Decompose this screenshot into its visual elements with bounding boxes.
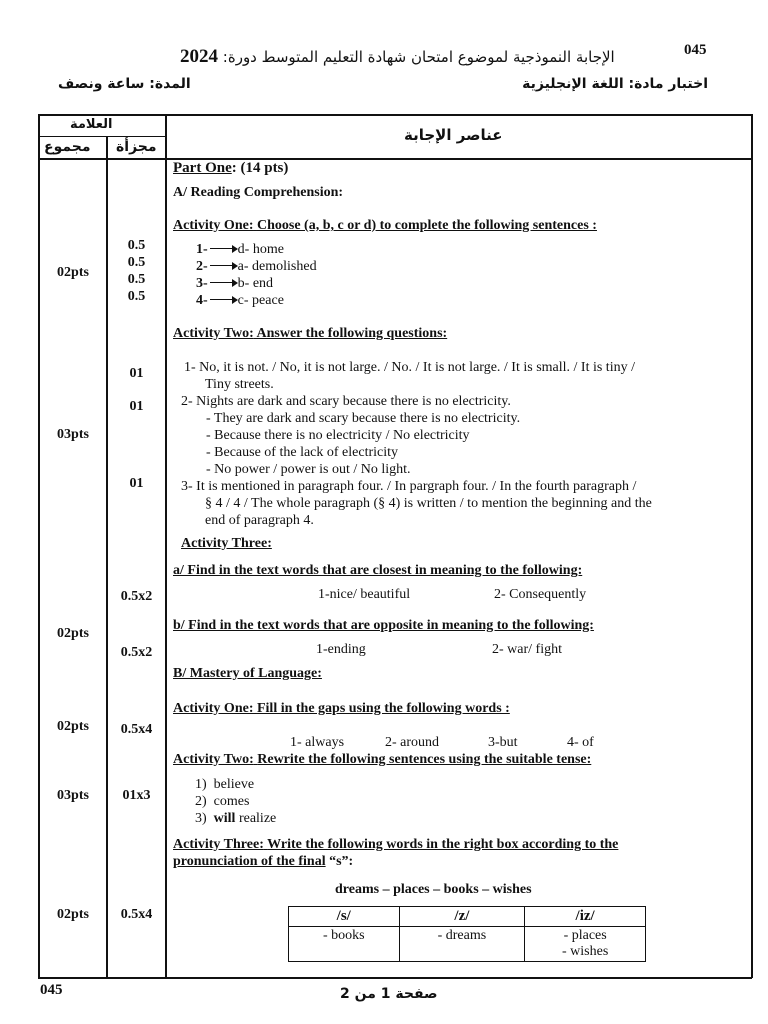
activity-instruction: Answer the following questions: xyxy=(256,326,448,341)
exam-code-top: 045 xyxy=(684,42,707,58)
gap-word: 4- of xyxy=(567,735,594,750)
table-header-s: /s/ xyxy=(289,907,400,927)
partial-mark: 01 xyxy=(129,399,144,414)
partial-mark: 0.5 xyxy=(127,238,146,253)
activity-instruction: Fill in the gaps using the following words : xyxy=(256,701,510,716)
activity-label: Activity One: xyxy=(173,701,254,716)
partial-mark: 0.5x4 xyxy=(120,722,153,737)
exam-title xyxy=(180,46,615,68)
table-header-iz: /iz/ xyxy=(525,907,646,927)
answer-line: - Because of the lack of electricity xyxy=(206,445,399,460)
table-cell-line: - wishes xyxy=(562,944,609,959)
answer-line: 1) believe xyxy=(195,777,255,792)
pronunciation-table xyxy=(288,906,646,962)
mark-subheader-line xyxy=(38,136,166,137)
activity-three-b-answer-1: 1-ending xyxy=(316,642,366,657)
activity-label: Activity Three: xyxy=(173,837,264,852)
b-activity-three-heading-cont xyxy=(173,854,353,870)
gap-word: 1- always xyxy=(290,735,345,750)
activity-one-answers xyxy=(196,241,317,309)
table-header-z: /z/ xyxy=(399,907,525,927)
table-left-border xyxy=(38,114,40,978)
activity-one-heading xyxy=(173,218,597,234)
table-top-border xyxy=(38,114,752,116)
table-cell-line: - places xyxy=(563,928,607,943)
activity-instruction-cont: pronunciation of the final xyxy=(173,854,326,869)
partial-header: مجزأة xyxy=(116,139,157,155)
page-number: صفحة 1 من 2 xyxy=(340,986,438,1002)
total-mark: 02pts xyxy=(57,626,89,641)
answer-line: Tiny streets. xyxy=(205,377,274,392)
b-activity-three-heading xyxy=(173,837,618,853)
answer-elements-header: عناصر الإجابة xyxy=(404,126,503,144)
answer-line: - No power / power is out / No light. xyxy=(206,462,411,477)
final-s-label: “s”: xyxy=(325,854,354,869)
table-bottom-border xyxy=(38,977,752,979)
activity-three-heading: Activity Three: xyxy=(181,536,272,551)
gap-word: 3-but xyxy=(488,735,518,750)
partial-mark: 01 xyxy=(129,476,144,491)
answer-line: 2- a- demolished xyxy=(196,259,317,274)
header-bottom-line xyxy=(38,158,752,160)
activity-instruction: Choose (a, b, c or d) to complete the following sentences : xyxy=(256,218,597,233)
activity-three-a-answer-2: 2- Consequently xyxy=(494,587,587,602)
b-activity-one-heading xyxy=(173,701,510,717)
arrow-icon xyxy=(210,299,236,300)
part-one-points: : (14 pts) xyxy=(231,160,289,176)
col-divider-2 xyxy=(165,114,167,978)
exam-subject: اختبار مادة: اللغة الإنجليزية xyxy=(522,76,708,92)
partial-mark: 0.5x2 xyxy=(120,589,153,604)
answer-line: 3) will realize xyxy=(195,811,277,826)
total-mark: 02pts xyxy=(57,907,89,922)
partial-mark: 01x3 xyxy=(122,788,151,803)
answer-line: 4- c- peace xyxy=(196,293,284,308)
partial-mark: 0.5x2 xyxy=(120,645,153,660)
answer-line: 2- Nights are dark and scary because there is no electricity. xyxy=(181,394,511,409)
mastery-of-language-heading: B/ Mastery of Language: xyxy=(173,666,322,681)
activity-three-a-answer-1: 1-nice/ beautiful xyxy=(318,587,411,602)
activity-label: Activity Two: xyxy=(173,752,254,767)
b-activity-two-answers xyxy=(195,776,276,827)
exam-year: 2024 xyxy=(180,46,218,67)
arrow-icon xyxy=(210,265,236,266)
table-cell: - books xyxy=(289,927,400,962)
arrow-icon xyxy=(210,248,236,249)
exam-code-bottom: 045 xyxy=(40,982,63,998)
mark-header: العلامة xyxy=(70,117,113,132)
activity-three-a-instruction: a/ Find in the text words that are closest in meaning to the following: xyxy=(173,563,583,578)
activity-three-b-answer-2: 2- war/ fight xyxy=(492,642,562,657)
exam-title-text: الإجابة النموذجية لموضوع امتحان شهادة التعليم المتوسط دورة: xyxy=(222,48,615,66)
table-right-border xyxy=(751,114,753,978)
answer-line: 1- No, it is not. / No, it is not large. / No. / It is not large. / It is small. / It is tiny / xyxy=(184,360,635,375)
answer-line: 3- It is mentioned in paragraph four. / In pargraph four. / In the fourth paragraph / xyxy=(181,479,637,494)
activity-two-heading xyxy=(173,326,447,342)
pronunciation-word-list: dreams – places – books – wishes xyxy=(335,882,532,897)
partial-mark: 0.5x4 xyxy=(120,907,153,922)
activity-instruction: Write the following words in the right box according to the xyxy=(267,837,619,852)
answer-line: end of paragraph 4. xyxy=(205,513,314,528)
total-mark: 03pts xyxy=(57,788,89,803)
partial-mark: 01 xyxy=(129,366,144,381)
arrow-icon xyxy=(210,282,236,283)
gap-word: 2- around xyxy=(385,735,440,750)
answer-line: 1- d- home xyxy=(196,242,284,257)
answer-line: § 4 / 4 / The whole paragraph (§ 4) is written / to mention the beginning and the xyxy=(205,496,652,511)
total-mark: 02pts xyxy=(57,719,89,734)
total-mark: 03pts xyxy=(57,427,89,442)
reading-comprehension-heading: A/ Reading Comprehension: xyxy=(173,185,344,200)
total-mark: 02pts xyxy=(57,265,89,280)
activity-instruction: Rewrite the following sentences using the suitable tense: xyxy=(257,752,592,767)
exam-duration: المدة: ساعة ونصف xyxy=(58,76,191,92)
activity-label: Activity One: xyxy=(173,218,254,233)
b-activity-two-heading xyxy=(173,752,591,768)
answer-line: - They are dark and scary because there is no electricity. xyxy=(206,411,521,426)
activity-three-b-instruction: b/ Find in the text words that are opposite in meaning to the following: xyxy=(173,618,594,633)
activity-label: Activity Two: xyxy=(173,326,254,341)
part-one-heading xyxy=(173,160,288,177)
table-cell: - dreams xyxy=(399,927,525,962)
total-header: مجموع xyxy=(44,139,91,155)
partial-mark: 0.5 xyxy=(127,272,146,287)
partial-mark: 0.5 xyxy=(127,255,146,270)
answer-line: 3- b- end xyxy=(196,276,274,291)
part-one-title: Part One xyxy=(173,160,232,176)
activity-two-answers xyxy=(181,359,652,529)
table-cell xyxy=(525,927,646,962)
answer-line: 2) comes xyxy=(195,794,250,809)
partial-mark: 0.5 xyxy=(127,289,146,304)
answer-line: - Because there is no electricity / No electricity xyxy=(206,428,470,443)
